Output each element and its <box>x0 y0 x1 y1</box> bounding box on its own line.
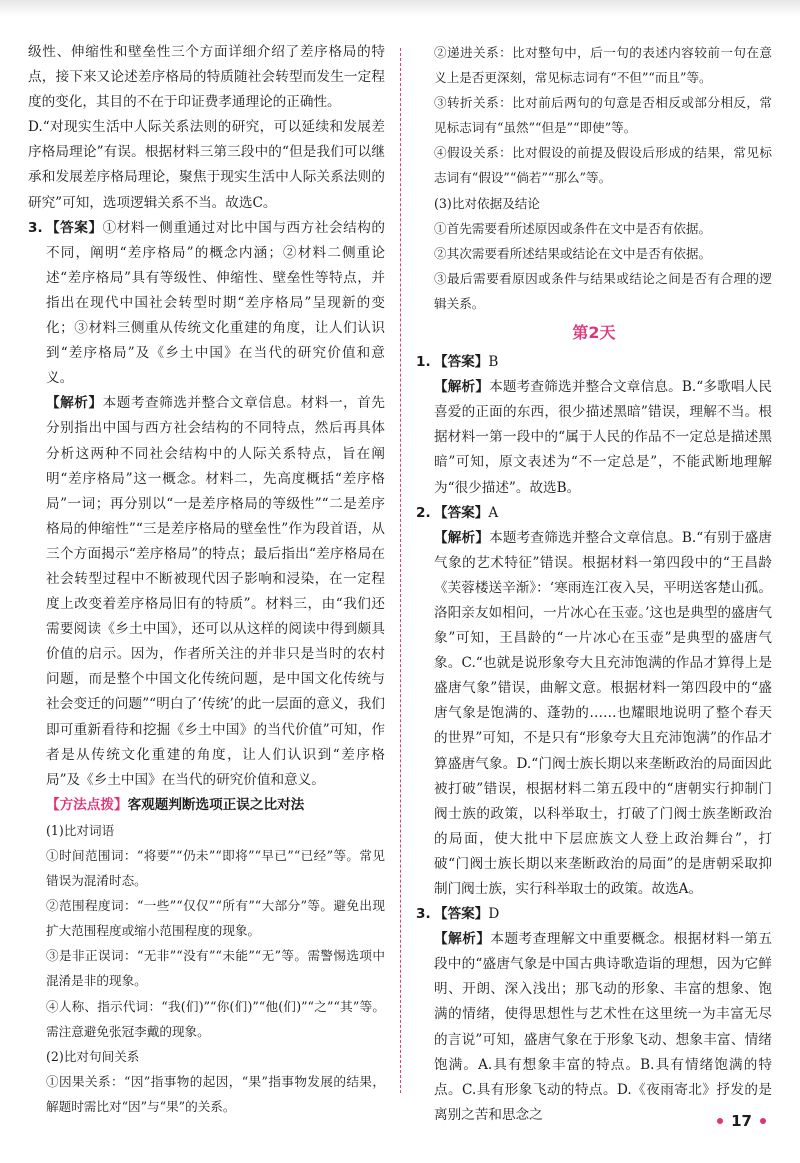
answer-tag: 【答案】 <box>434 354 489 371</box>
left-column <box>28 40 385 1119</box>
analysis-text: 本题考查理解文中重要概念。根据材料一第五段中的“盛唐气象是中国古典诗歌造诣的理想，因为它鲜明、开朗、深入浅出；那飞动的形象、丰富的想象、饱满的情绪，使得思想性与艺术性在这里统一为丰富无尽的言说”可知，盛唐气象在于形象飞动、想象丰富、情绪饱满。A.具有想象丰富的特点。B.具有情绪饱满的特点。C.具有形象飞动的特点。D.《夜雨寄北》抒发的是离别之苦和思念之 <box>434 931 773 1123</box>
question-2-answer <box>416 501 772 526</box>
method-item: ④人称、指示代词：“我(们)”“你(们)”“他(们)”“之”“其”等。需注意避免张冠李戴的现象。 <box>46 998 385 1039</box>
method-section-3: (3)比对依据及结论 <box>434 195 540 211</box>
analysis-text: 本题考查筛选并整合文章信息。B.“多歌唱人民喜爱的正面的东西，很少描述黑暗”错误，理解不当。根据材料一第一段中的“属于人民的作品不一定总是描述黑暗”可知，原文表述为“不一定总是”，不能武断地理解为“很少描述”。故选B。 <box>434 379 773 496</box>
method-item: ①首先需要看所述原因或条件在文中是否有依据。 <box>434 220 712 236</box>
question-1-analysis <box>416 375 772 500</box>
method-item: ②其次需要看所述结果或结论在文中是否有依据。 <box>434 245 712 261</box>
question-number: 1. <box>416 354 431 371</box>
analysis-tag: 【解析】 <box>434 931 491 948</box>
answer-value: A <box>488 504 499 521</box>
answer-tag: 【答案】 <box>46 219 103 236</box>
method-section-1: (1)比对词语 <box>46 822 115 838</box>
analysis-text: 本题考查筛选并整合文章信息。材料一，首先分别指出中国与西方社会结构的不同特点，然后再具体分析这两种不同社会结构中的人际关系特点，旨在阐明“差序格局”这一概念。材料二，先高度概括“差序格局”一词；再分别以“一是差序格局的等级性”“二是差序格局的伸缩性”“三是差序格局的壁垒性”作为段首语，从三个方面揭示“差序格局”的特点；最后指出“差序格局在社会转型过程中不断被现代因子影响和浸染，在一定程度上改变着差序格局旧有的特质”。材料三，由“我们还需要阅读《乡土中国》，还可以从这样的阅读中得到颇具价值的启示。因为，作者所关注的并非只是当时的农村问题，而是整个中国文化传统问题，是中国文化传统与社会变迁的问题”“明白了‘传统’的此一层面的意义，我们即可重新看待和挖掘《乡土中国》的当代价值”可知，作者是从传统文化重建的角度，让人们认识到“差序格局”及《乡土中国》在当代的研究价值和意义。 <box>46 395 385 788</box>
analysis-tag: 【解析】 <box>46 395 103 412</box>
answer-value: D <box>488 906 500 923</box>
question-number: 2. <box>416 504 431 521</box>
method-item: ④假设关系：比对假设的前提及假设后形成的结果，常见标志词有“假设”“倘若”“那么”等。 <box>434 145 772 186</box>
page-footer <box>717 1112 766 1130</box>
footer-dot-icon <box>760 1118 766 1124</box>
method-heading <box>28 793 385 818</box>
right-column <box>416 40 772 1128</box>
question-number: 3. <box>28 219 43 236</box>
method-item: ②递进关系：比对整句中，后一句的表述内容较前一句在意义上是否更深刻，常见标志词有“不但”“而且”等。 <box>434 45 772 86</box>
analysis-text: 本题考查筛选并整合文章信息。B.“有别于盛唐气象的艺术特征”错误。根据材料一第四段中的“王昌龄《芙蓉楼送辛渐》：‘寒雨连江夜入吴，平明送客楚山孤。洛阳亲友如相问，一片冰心在玉壶。’这也是典型的盛唐气象”可知，王昌龄的“一片冰心在玉壶”是典型的盛唐气象。C.“也就是说形象夸大且充沛饱满的作品才算得上是盛唐气象”错误，曲解文意。根据材料一第四段中的“盛唐气象是饱满的、蓬勃的……也耀眼地说明了整个春天的世界”可知，不是只有“形象夸大且充沛饱满”的作品才算盛唐气象。D.“门阀士族长期以来垄断政治的局面因此被打破”错误，根据材料二第五段中的“唐朝实行抑制门阀士族的政策，以科举取士，打破了门阀士族垄断政治的局面，使大批中下层庶族文人登上政治舞台”，打破“门阀士族长期以来垄断政治的局面”的是唐朝采取抑制门阀士族，实行科举取士的政策。故选A。 <box>434 529 773 897</box>
question-3-answer <box>28 216 385 392</box>
method-item: ①因果关系：“因”指事物的起因，“果”指事物发展的结果，解题时需比对“因”与“果”的关系。 <box>46 1073 385 1114</box>
method-item: ③最后需要看原因或条件与结果或结论之间是否有合理的逻辑关系。 <box>434 270 772 311</box>
question-number: 3. <box>416 906 431 923</box>
continued-paragraph: 级性、伸缩性和壁垒性三个方面详细介绍了差序格局的特点，接下来又论述差序格局的特质随社会转型而发生一定程度的变化，其目的不在于印证费孝通理论的正确性。 <box>28 44 385 111</box>
page-top-shadow <box>0 0 800 16</box>
method-item: ①时间范围词：“将要”“仍未”“即将”“早已”“已经”等。常见错误为混淆时态。 <box>46 848 385 889</box>
question-3-answer <box>416 902 772 927</box>
answer-tag: 【答案】 <box>434 504 489 521</box>
question-3-analysis <box>28 391 385 793</box>
answer-text: ①材料一侧重通过对比中国与西方社会结构的不同，阐明“差序格局”的概念内涵；②材料二侧重论述“差序格局”具有等级性、伸缩性、壁垒性等特点，并指出在现代中国社会转型时期“差序格局”呈现新的变化；③材料三侧重从传统文化重建的角度，让人们认识到“差序格局”及《乡土中国》在当代的研究价值和意义。 <box>46 219 385 387</box>
day-heading: 第2天 <box>572 323 616 343</box>
method-item: ③是非正误词：“无非”“没有”“未能”“无”等。需警惕选项中混淆是非的现象。 <box>46 948 385 989</box>
method-tag: 【方法点拨】 <box>46 796 128 813</box>
analysis-tag: 【解析】 <box>434 529 490 546</box>
answer-tag: 【答案】 <box>434 906 489 923</box>
page-number: 17 <box>731 1112 752 1130</box>
method-title: 客观题判断选项正误之比对法 <box>127 796 305 813</box>
question-2-analysis <box>416 526 772 902</box>
continued-paragraph: D.“对现实生活中人际关系法则的研究，可以延续和发展差序格局理论”有误。根据材料三第三段中的“但是我们可以继承和发展差序格局理论，聚焦于现实生活中人际关系法则的研究”可知，选项逻辑关系不当。故选C。 <box>28 119 385 211</box>
question-3-analysis <box>416 927 772 1128</box>
answer-value: B <box>488 354 499 371</box>
analysis-tag: 【解析】 <box>434 379 490 396</box>
footer-dot-icon <box>717 1118 723 1124</box>
method-item: ③转折关系：比对前后两句的句意是否相反或部分相反，常见标志词有“虽然”“但是”“即使”等。 <box>434 95 772 136</box>
method-section-2: (2)比对句间关系 <box>46 1048 140 1064</box>
method-item: ②范围程度词：“一些”“仅仅”“所有”“大部分”等。避免出现扩大范围程度或缩小范围程度的现象。 <box>46 898 385 939</box>
question-1-answer <box>416 350 772 375</box>
column-divider <box>400 48 401 1093</box>
